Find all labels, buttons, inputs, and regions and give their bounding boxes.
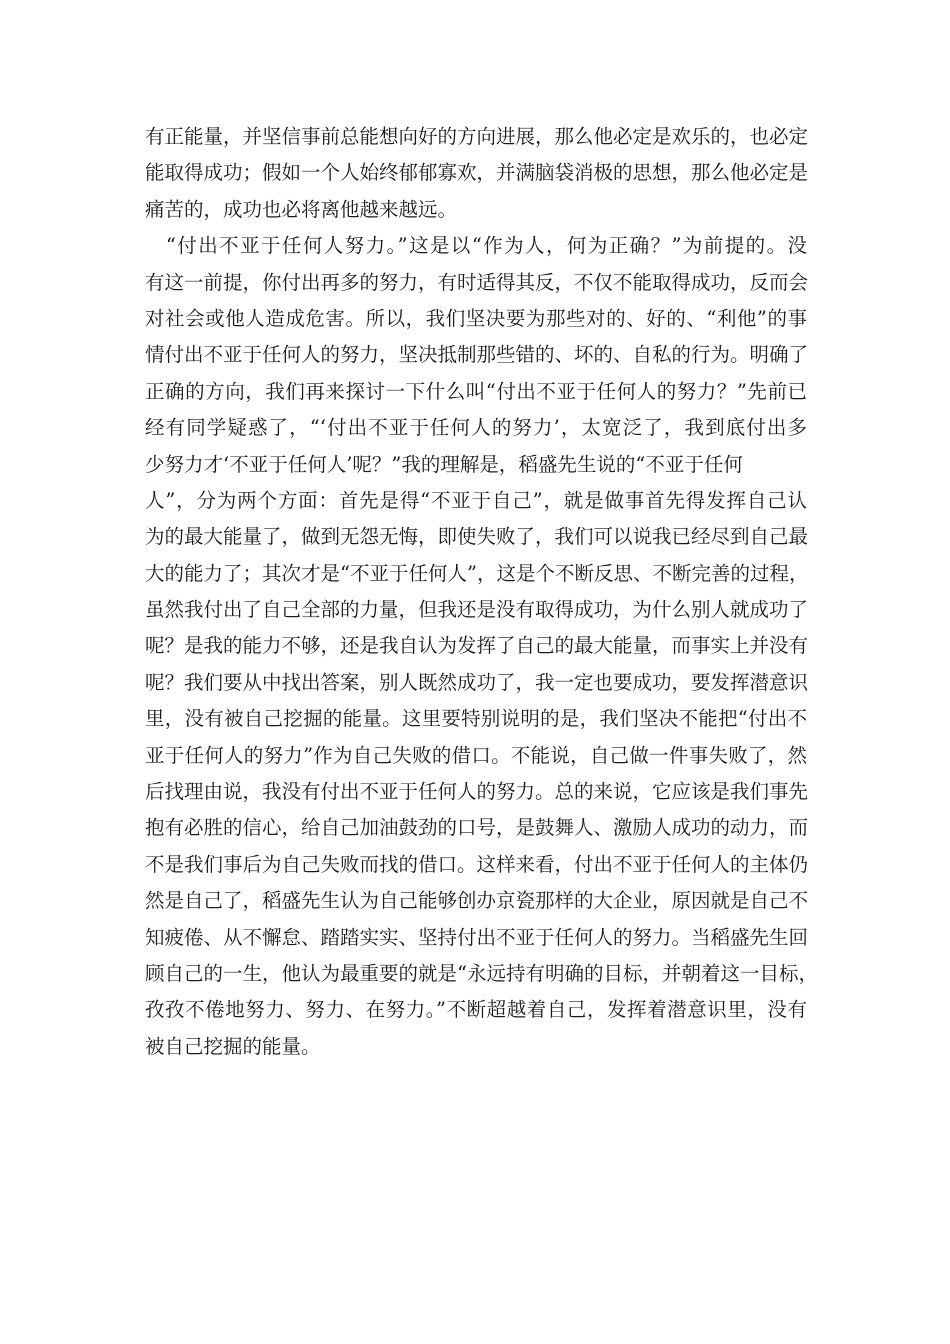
text-line: 后找理由说，我没有付出不亚于任何人的努力。总的来说，它应该是我们事先 — [145, 780, 809, 804]
text-line: 正确的方向，我们再来探讨一下什么叫“付出不亚于任何人的努力？”先前已 — [145, 379, 807, 403]
text-line: 顾自己的一生，他认为最重要的就是“永远持有明确的目标，并朝着这一目标， — [145, 961, 818, 985]
text-line: 有这一前提，你付出再多的努力，有时适得其反，不仅不能取得成功，反而会 — [145, 270, 809, 294]
text-line: 呢？我们要从中找出答案，别人既然成功了，我一定也要成功，要发挥潜意识 — [145, 670, 809, 694]
text-line: 不是我们事后为自己失败而找的借口。这样来看，付出不亚于任何人的主体仍 — [145, 852, 809, 876]
text-line: “付出不亚于任何人努力。”这是以“作为人，何为正确？”为前提的。没 — [145, 234, 807, 258]
document-body-text — [145, 119, 818, 1065]
text-line: 少努力才‘不亚于任何人’呢？”我的理解是，稻盛先生说的“不亚于任何 — [145, 452, 743, 476]
text-line: 情付出不亚于任何人的努力，坚决抵制那些错的、坏的、自私的行为。明确了 — [145, 343, 809, 367]
text-line: 为的最大能量了，做到无怨无悔，即使失败了，我们可以说我已经尽到自己最 — [145, 525, 809, 549]
text-line: 里，没有被自己挖掘的能量。这里要特别说明的是，我们坚决不能把“付出不 — [145, 707, 807, 731]
text-line: 亚于任何人的努力”作为自己失败的借口。不能说，自己做一件事失败了，然 — [145, 743, 807, 767]
text-line: 然是自己了，稻盛先生认为自己能够创办京瓷那样的大企业，原因就是自己不 — [145, 889, 809, 913]
text-line: 被自己挖掘的能量。 — [145, 1034, 321, 1058]
text-line: 人”，分为两个方面：首先是得“不亚于自己”，就是做事首先得发挥自己认 — [145, 488, 807, 512]
text-line: 抱有必胜的信心，给自己加油鼓劲的口号，是鼓舞人、激励人成功的动力，而 — [145, 816, 809, 840]
text-line: 孜孜不倦地努力、努力、在努力。”不断超越着自己，发挥着潜意识里，没有 — [145, 998, 807, 1022]
text-line: 经有同学疑惑了，“‘付出不亚于任何人的努力’，太宽泛了，我到底付出多 — [145, 416, 807, 440]
text-line: 虽然我付出了自己全部的力量，但我还是没有取得成功，为什么别人就成功了 — [145, 598, 809, 622]
text-line: 能取得成功；假如一个人始终郁郁寡欢，并满脑袋消极的思想，那么他必定是 — [145, 161, 809, 185]
text-line: 痛苦的，成功也必将离他越来越远。 — [145, 197, 458, 221]
text-line: 对社会或他人造成危害。所以，我们坚决要为那些对的、好的、“利他”的事 — [145, 306, 807, 330]
text-line: 大的能力了；其次才是“不亚于任何人”，这是个不断反思、不断完善的过程， — [145, 561, 809, 585]
text-line: 有正能量，并坚信事前总能想向好的方向进展，那么他必定是欢乐的，也必定 — [145, 125, 809, 148]
text-line: 呢？是我的能力不够，还是我自认为发挥了自己的最大能量，而事实上并没有 — [145, 634, 809, 658]
text-line: 知疲倦、从不懈怠、踏踏实实、坚持付出不亚于任何人的努力。当稻盛先生回 — [145, 925, 809, 949]
